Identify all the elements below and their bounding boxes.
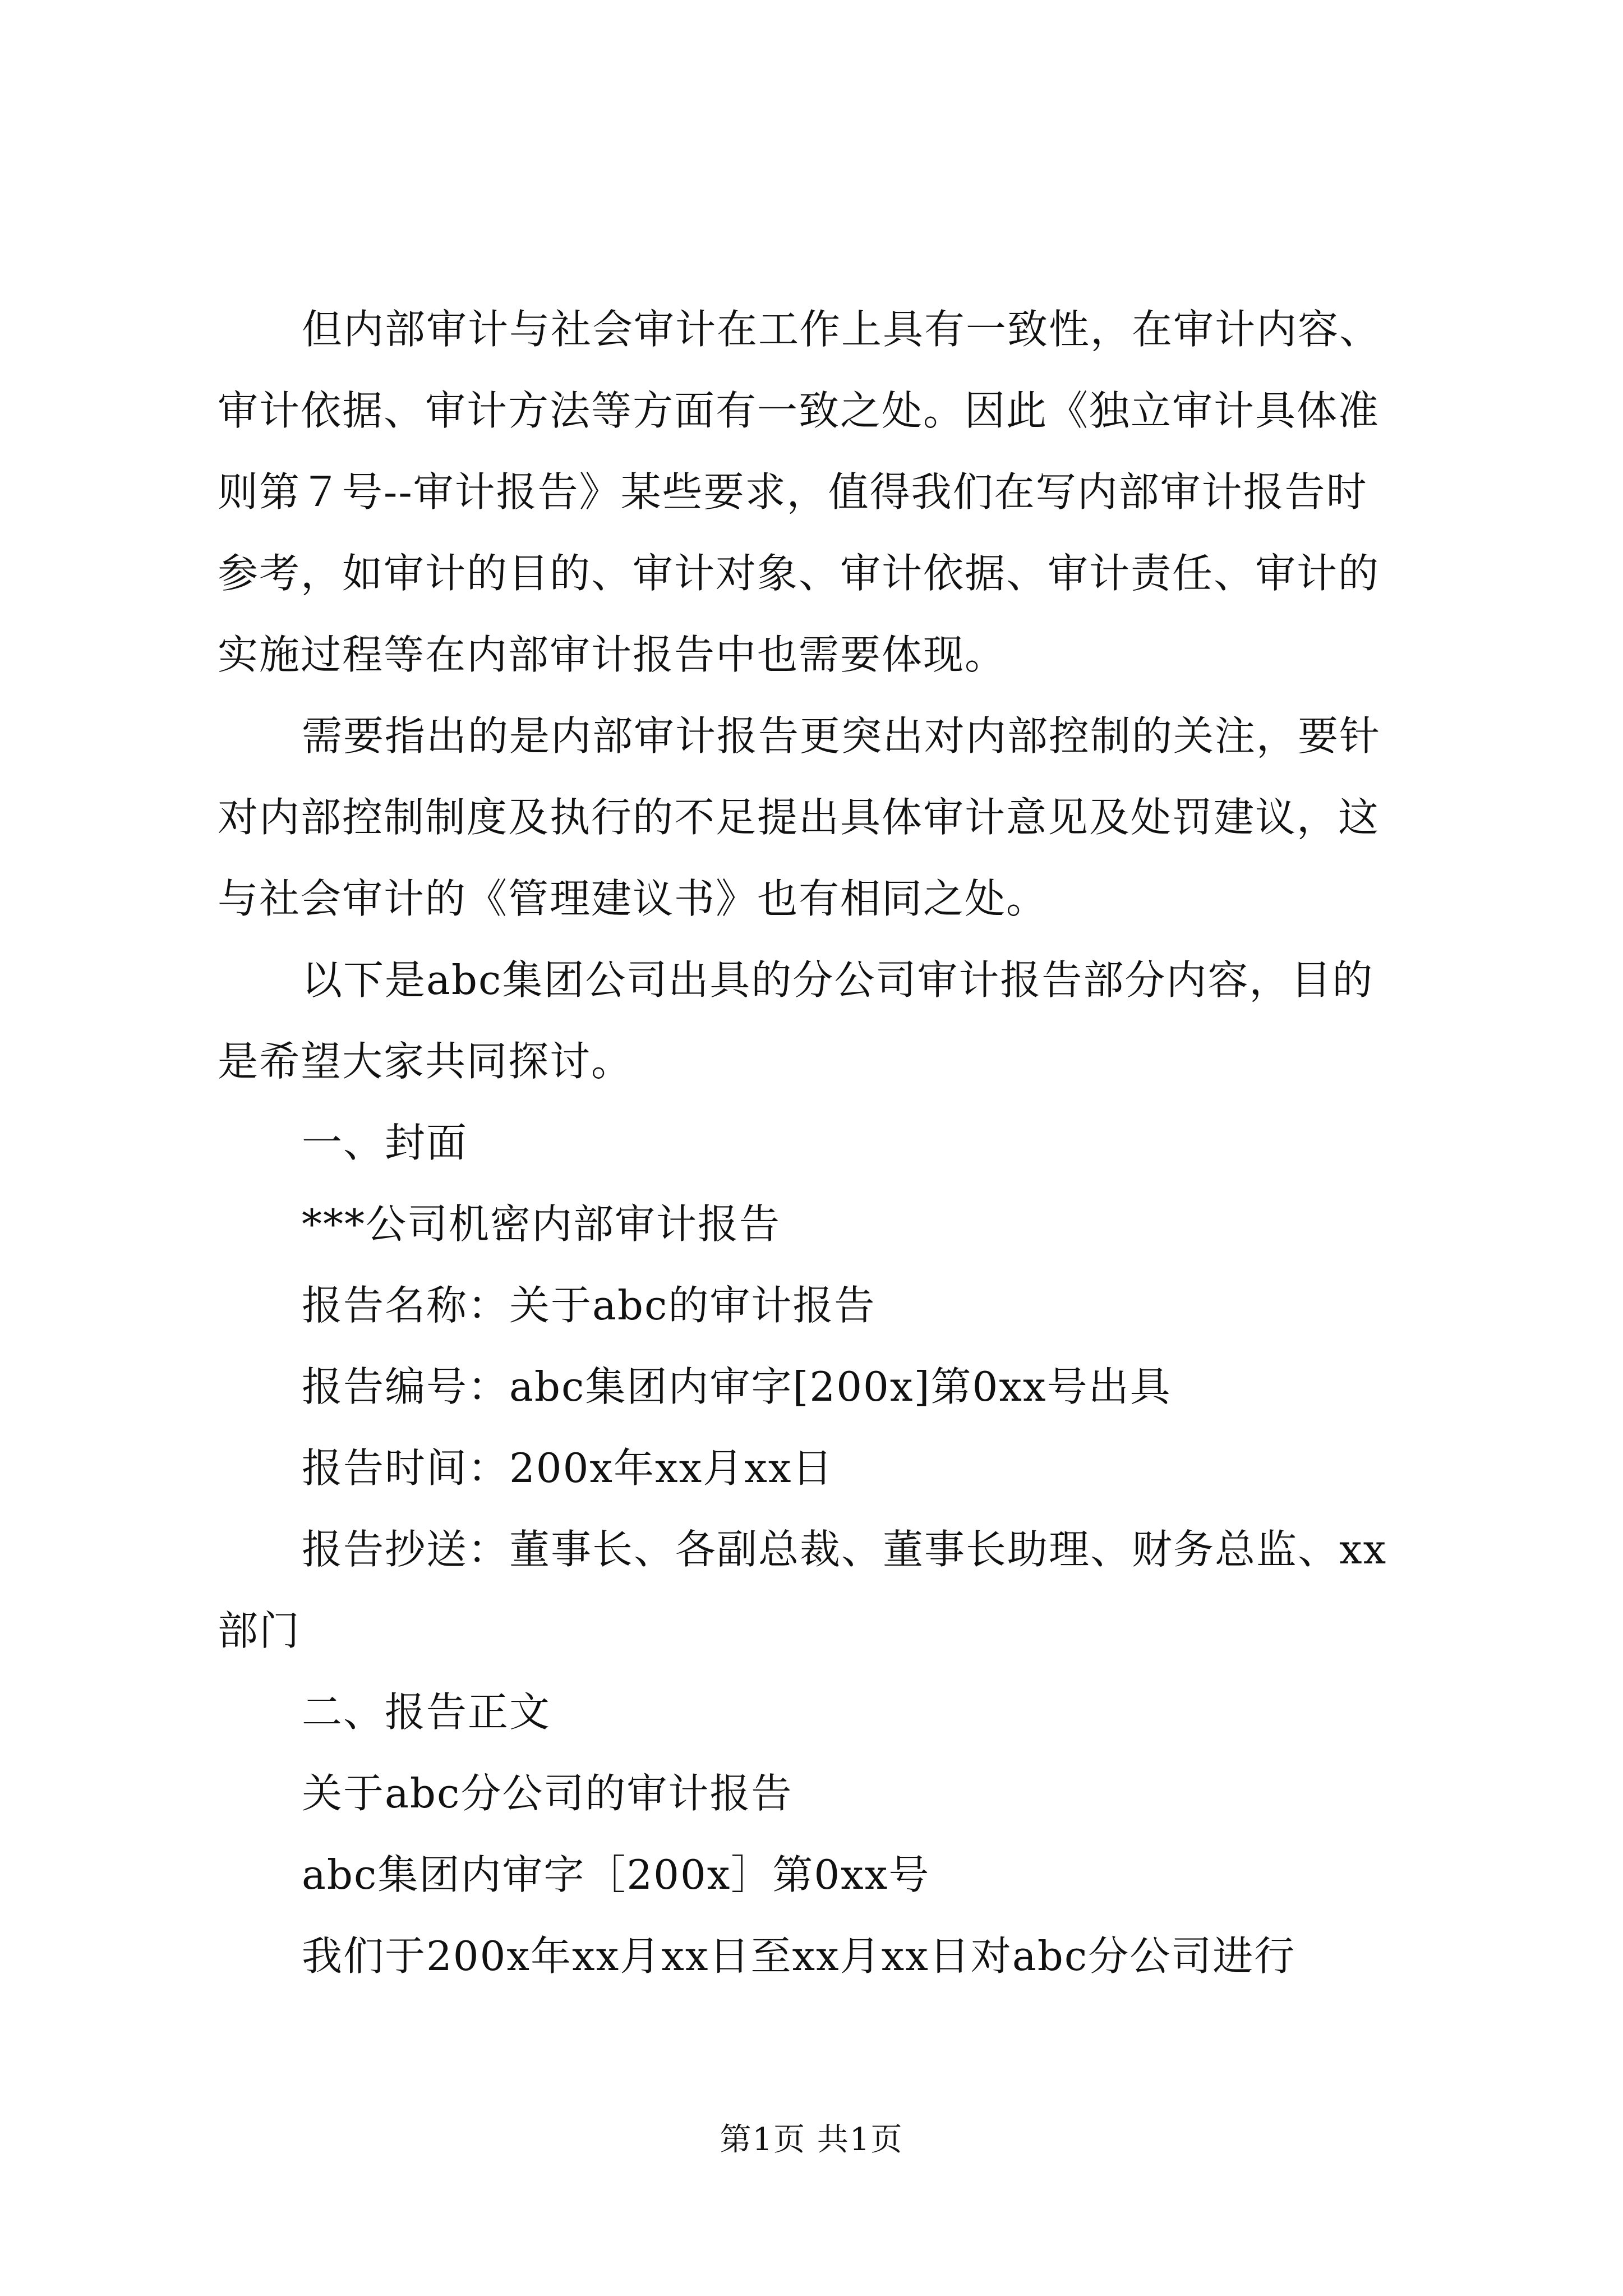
text-line: 实施过程等在内部审计报告中也需要体现。	[218, 631, 1007, 678]
document-body	[218, 289, 1423, 1997]
text-line: 报告编号：abc集团内审字[200x]第0xx号出具	[302, 1363, 1172, 1410]
text-line: 则第７号--审计报告》某些要求，值得我们在写内部审计报告时	[218, 468, 1368, 516]
text-line: 报告名称：关于abc的审计报告	[302, 1282, 876, 1329]
text-line: 报告时间：200x年xx月xx日	[302, 1444, 834, 1492]
section-heading-cover: 一、封面	[302, 1119, 468, 1166]
text-line: 参考，如审计的目的、审计对象、审计依据、审计责任、审计的	[218, 550, 1380, 597]
text-line: 报告抄送：董事长、各副总裁、董事长助理、财务总监、xx	[302, 1526, 1387, 1573]
section-heading-body: 二、报告正文	[302, 1688, 551, 1736]
text-line: 审计依据、审计方法等方面有一致之处。因此《独立审计具体准	[218, 387, 1380, 434]
text-line: 与社会审计的《管理建议书》也有相同之处。	[218, 875, 1048, 922]
text-line: abc集团内审字［200x］第0xx号	[302, 1851, 930, 1898]
text-line: 部门	[218, 1607, 301, 1654]
text-line: 我们于200x年xx月xx日至xx月xx日对abc分公司进行	[302, 1932, 1296, 1980]
text-line: ***公司机密内部审计报告	[302, 1200, 781, 1248]
page-footer	[0, 2120, 1623, 2160]
page-number-label: 第1页 共1页	[720, 2122, 903, 2158]
text-line: 对内部控制制度及执行的不足提出具体审计意见及处罚建议，这	[218, 794, 1380, 841]
text-line: 但内部审计与社会审计在工作上具有一致性，在审计内容、	[302, 306, 1381, 353]
text-line: 需要指出的是内部审计报告更突出对内部控制的关注，要针	[302, 712, 1381, 760]
text-line: 是希望大家共同探讨。	[218, 1038, 633, 1085]
text-line: 关于abc分公司的审计报告	[302, 1770, 793, 1817]
text-line: 以下是abc集团公司出具的分公司审计报告部分内容，目的	[302, 956, 1374, 1004]
